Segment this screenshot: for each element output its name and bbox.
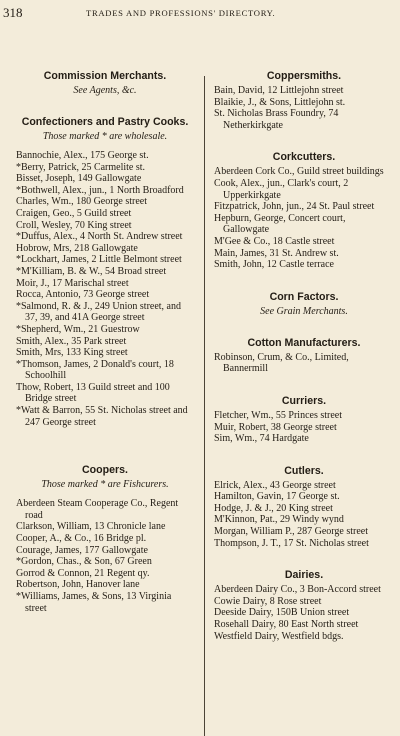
section-heading: Coopers. bbox=[82, 464, 128, 477]
directory-entry: Aberdeen Dairy Co., 3 Bon-Accord street bbox=[214, 584, 381, 596]
directory-entry: *Shepherd, Wm., 21 Guestrow bbox=[16, 323, 140, 335]
directory-entry: *M'Killiam, B. & W., 54 Broad street bbox=[16, 265, 167, 277]
directory-entry: *Salmond, R. & J., 249 Union street, and 37, 39, and 41A George street bbox=[16, 300, 181, 324]
column-divider bbox=[204, 76, 205, 736]
directory-entry: Bannochie, Alex., 175 George st. bbox=[16, 150, 149, 161]
directory-entry: Cook, Alex., jun., Clark's court, 2 Upperkirkgate bbox=[214, 177, 349, 201]
directory-entry: Croll, Wesley, 70 King street bbox=[16, 219, 132, 231]
directory-entry: Courage, James, 177 Gallowgate bbox=[16, 544, 148, 556]
directory-entry: Bain, David, 12 Littlejohn street bbox=[214, 85, 344, 96]
directory-entry: Hamilton, Gavin, 17 George st. bbox=[214, 491, 340, 503]
cross-reference-note: See Agents, &c. bbox=[73, 85, 137, 96]
directory-entry: *Williams, James, & Sons, 13 Virginia street bbox=[16, 591, 172, 614]
section-coppersmiths bbox=[214, 70, 394, 131]
directory-entry: Morgan, William P., 287 George street bbox=[214, 526, 369, 538]
directory-entry: Aberdeen Cork Co., Guild street buildings bbox=[214, 166, 384, 178]
section-heading: Commission Merchants. bbox=[43, 70, 167, 82]
directory-entry: Robinson, Crum, & Co., Limited, Bannermill bbox=[214, 351, 349, 375]
left-column bbox=[16, 70, 194, 614]
directory-entry: Aberdeen Steam Cooperage Co., Regent road bbox=[16, 498, 179, 521]
section-curriers bbox=[214, 395, 394, 445]
directory-entry: *Bothwell, Alex., jun., 1 North Broadford bbox=[16, 184, 184, 196]
section-heading: Coppersmiths. bbox=[266, 70, 342, 82]
directory-entry: Hobrow, Mrs, 218 Gallowgate bbox=[16, 242, 138, 254]
directory-entry: *Gordon, Chas., & Son, 67 Green bbox=[16, 556, 152, 568]
directory-entry: Fitzpatrick, John, jun., 24 St. Paul street bbox=[214, 201, 375, 213]
directory-entry: *Thomson, James, 2 Donald's court, 18 Schoolhill bbox=[16, 358, 174, 382]
section-dairies bbox=[214, 569, 394, 642]
section-note: Those marked * are wholesale. bbox=[42, 131, 168, 142]
directory-entry: Hodge, J. & J., 20 King street bbox=[214, 502, 333, 514]
directory-entry: Hepburn, George, Concert court, Gallowgate bbox=[214, 212, 346, 236]
section-heading: Corkcutters. bbox=[272, 151, 336, 164]
directory-entry: *Duffus, Alex., 4 North St. Andrew street bbox=[16, 231, 183, 243]
directory-entry: Elrick, Alex., 43 George street bbox=[214, 479, 336, 491]
directory-entry: Sim, Wm., 74 Hardgate bbox=[214, 433, 309, 445]
directory-entry: *Lockhart, James, 2 Little Belmont street bbox=[16, 254, 182, 266]
cross-reference-note: See Grain Merchants. bbox=[260, 305, 348, 317]
section-cotton-manufacturers bbox=[214, 337, 394, 375]
directory-entry: M'Kinnon, Pat., 29 Windy wynd bbox=[214, 514, 344, 526]
section-heading: Dairies. bbox=[284, 569, 324, 582]
section-heading: Cutlers. bbox=[284, 464, 324, 477]
section-commission-merchants bbox=[16, 70, 194, 97]
directory-entry: Gorrod & Connon, 21 Regent qy. bbox=[16, 567, 150, 579]
directory-entry: Clarkson, William, 13 Chronicle lane bbox=[16, 521, 166, 533]
running-head: TRADES AND PROFESSIONS' DIRECTORY. bbox=[86, 8, 276, 18]
directory-entry: Smith, Mrs, 133 King street bbox=[16, 347, 128, 359]
entry-list bbox=[16, 498, 194, 614]
directory-entry: St. Nicholas Brass Foundry, 74 Netherkirkgate bbox=[214, 108, 339, 131]
directory-entry: Fletcher, Wm., 55 Princes street bbox=[214, 409, 342, 421]
section-confectioners bbox=[16, 116, 194, 428]
page-number: 318 bbox=[3, 5, 23, 20]
directory-entry: *Berry, Patrick, 25 Carmelite st. bbox=[16, 161, 146, 173]
directory-entry: Main, James, 31 St. Andrew st. bbox=[214, 247, 339, 259]
section-heading: Cotton Manufacturers. bbox=[247, 336, 361, 349]
right-column bbox=[214, 70, 394, 642]
entry-list bbox=[16, 150, 194, 428]
directory-entry: Westfield Dairy, Westfield bdgs. bbox=[214, 630, 344, 642]
section-heading: Corn Factors. bbox=[269, 290, 339, 303]
directory-entry: Muir, Robert, 38 George street bbox=[214, 421, 337, 433]
directory-entry: M'Gee & Co., 18 Castle street bbox=[214, 235, 335, 247]
section-cutlers bbox=[214, 465, 394, 550]
directory-entry: *Watt & Barron, 55 St. Nicholas street and 247 George street bbox=[16, 405, 188, 428]
directory-entry: Rosehall Dairy, 80 East North street bbox=[214, 619, 359, 631]
directory-entry: Robertson, John, Hanover lane bbox=[16, 579, 140, 591]
directory-entry: Cowie Dairy, 8 Rose street bbox=[214, 595, 322, 607]
directory-entry: Thow, Robert, 13 Guild street and 100 Bridge street bbox=[16, 381, 170, 405]
section-heading: Confectioners and Pastry Cooks. bbox=[21, 116, 189, 128]
section-corn-factors bbox=[214, 291, 394, 318]
section-note: Those marked * are Fishcurers. bbox=[41, 479, 169, 491]
section-coopers bbox=[16, 464, 194, 614]
directory-entry: Deeside Dairy, 150B Union street bbox=[214, 607, 350, 619]
directory-entry: Craigen, Geo., 5 Guild street bbox=[16, 207, 132, 219]
directory-entry: Cooper, A., & Co., 16 Bridge pl. bbox=[16, 533, 147, 545]
page-header bbox=[0, 0, 400, 26]
directory-entry: Rocca, Antonio, 73 George street bbox=[16, 289, 150, 301]
directory-entry: Thompson, J. T., 17 St. Nicholas street bbox=[214, 537, 369, 549]
directory-entry: Smith, John, 12 Castle terrace bbox=[214, 259, 334, 271]
section-heading: Curriers. bbox=[281, 394, 327, 407]
directory-entry: Bisset, Joseph, 149 Gallowgate bbox=[16, 173, 142, 185]
section-corkcutters bbox=[214, 151, 394, 270]
directory-entry: Smith, Alex., 35 Park street bbox=[16, 335, 127, 347]
directory-entry: Moir, J., 17 Marischal street bbox=[16, 277, 129, 289]
directory-entry: Blaikie, J., & Sons, Littlejohn st. bbox=[214, 96, 346, 108]
directory-entry: Charles, Wm., 180 George street bbox=[16, 196, 147, 208]
